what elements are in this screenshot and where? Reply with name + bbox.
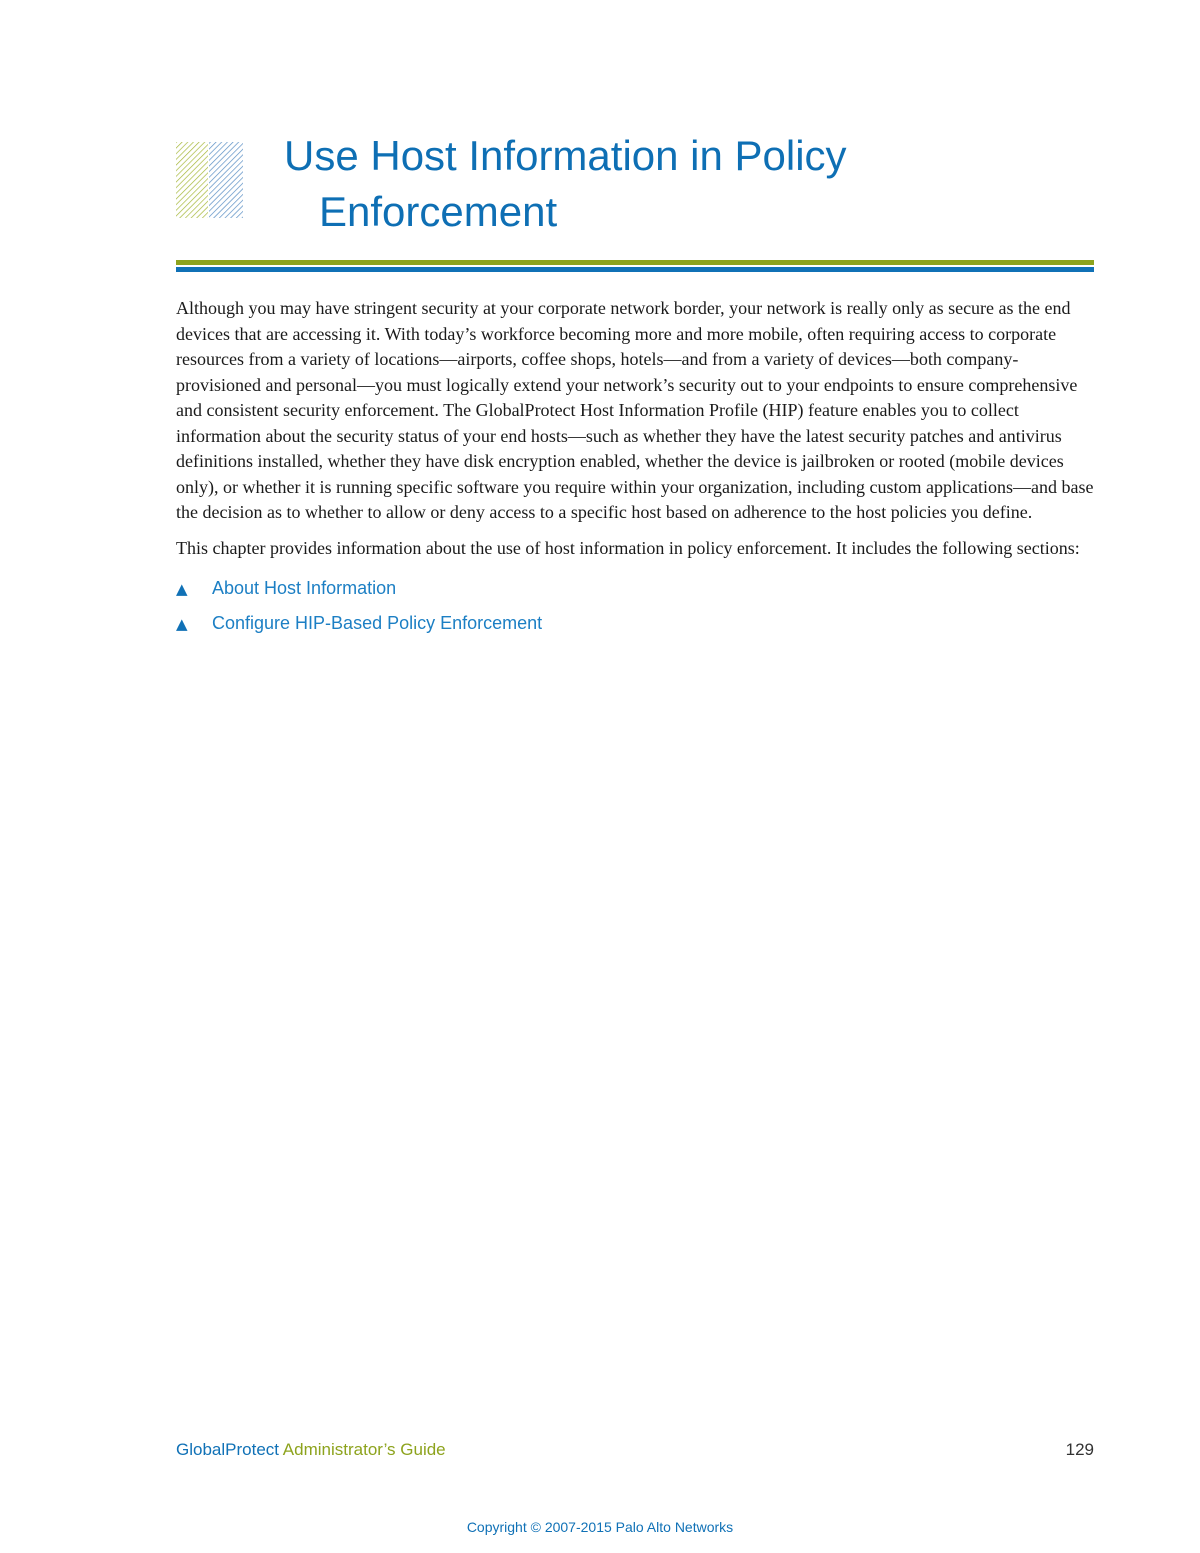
chapter-title-line-1: Use Host Information in Policy [284,132,847,179]
chapter-title [284,128,847,240]
footer-brand: GlobalProtect [176,1440,279,1459]
page-number: 129 [1065,1440,1094,1459]
link-configure-hip-based-policy-enforcement[interactable]: Configure HIP-Based Policy Enforcement [212,613,543,633]
title-divider [176,260,1094,272]
section-link-list [176,571,1094,641]
guide-name [176,1440,446,1460]
list-item [176,606,1094,641]
hatched-chapter-marker-icon [176,142,243,218]
title-divider-blue-bar [176,267,1094,272]
list-item [176,571,1094,606]
footer-guide-title: Administrator’s Guide [282,1440,446,1459]
link-about-host-information[interactable]: About Host Information [212,578,397,598]
chapter-body [176,296,1094,641]
intro-paragraph: Although you may have stringent security at your corporate network border, your network is really only as secure as the end devices that are accessing it. With today’s workforce becoming more and more mobile, often requiring access to corporate resources from a variety of locations—airports, coffee shops, hotels—and from a variety of devices—both company-provisioned and personal—you must logically extend your network’s security out to your endpoints to ensure comprehensive and consistent security enforcement. The GlobalProtect Host Information Profile (HIP) feature enables you to collect information about the security status of your end hosts—such as whether they have the latest security patches and antivirus definitions installed, whether they have disk encryption enabled, whether the device is jailbroken or rooted (mobile devices only), or whether it is running specific software you require within your organization, including custom applications—and base the decision as to whether to allow or deny access to a specific host based on adherence to the host policies you define. [176,298,1094,522]
copyright-notice: Copyright © 2007-2015 Palo Alto Networks [466,1519,734,1535]
triangle-bullet-icon: ▲ [176,614,188,633]
page-footer [176,1440,1094,1464]
chapter-title-line-2: Enforcement [319,188,558,235]
sections-intro-paragraph: This chapter provides information about the use of host information in policy enforcement. It includes the following sections: [176,537,1080,558]
triangle-bullet-icon: ▲ [176,579,188,598]
